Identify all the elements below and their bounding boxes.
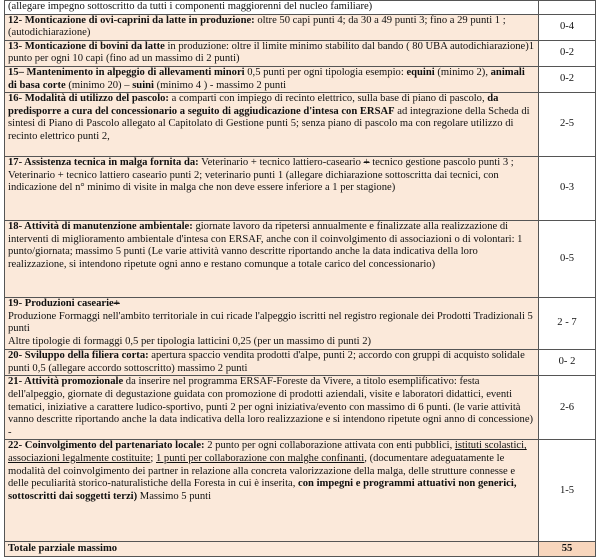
criterion-description (5, 1, 539, 15)
criterion-points: 0-5 (539, 221, 596, 298)
criterion-text-segment: ; (150, 452, 156, 464)
criterion-description (5, 40, 539, 66)
criterion-text-segment: con impegni e programmi attuativi non generici, sottoscritti dai soggetti terzi) (8, 478, 517, 502)
criterion-text-segment: da inserire nel programma ERSAF-Foreste da Vivere, a titolo esemplificativo: festa dell'alpeggio, giornate di degustazione guidata con promozione di prodotti aziendali, visite e laboratori didattici, eventi tematici, iniziative a carattere ludico-sportivo, punti 2 per ogni iniziativa/evento con massimo di 6 punti. (le varie attività vanno descritte riportando anche la data indicativa della loro realizzazione e si intendono ripetute ogni anno di concessione) - (8, 376, 534, 438)
criterion-text-segment: da predisporre a cura del concessionario a seguito di aggiudicazione d'intesa con ERSAF (8, 93, 499, 117)
criterion-text-segment: suini (132, 79, 154, 91)
criterion-description (5, 66, 539, 92)
criterion-text-segment: ad integrazione della Scheda di sintesi di Piano di Pascolo allegato al Capitolato di Gestione punti 5; senza piano di pascolo ma con regolare utilizzo di recinto elettrico punti 2, (8, 105, 530, 142)
criterion-row (5, 1, 596, 15)
criterion-text-segment: (minimo 2), (434, 66, 491, 78)
criterion-points: 0-3 (539, 157, 596, 221)
criterion-text-segment: 20- Sviluppo della filiera corta: (8, 350, 149, 362)
criterion-text-segment: a comparti con impiego di recinto elettrico, sulla base di piano di pascolo, (168, 93, 488, 105)
criterion-description (5, 350, 539, 376)
criterion-text-segment: in produzione: oltre il limite minimo stabilito dal bando ( 80 UBA autodichiarazione)1 punto per ogni 10 capi (fino ad un massimo di 2 punti) (8, 40, 535, 65)
criterion-description (5, 14, 539, 40)
criterion-text-segment: (minimo 4 ) - massimo 2 punti (153, 79, 287, 91)
criterion-text-segment: 12- Monticazione di ovi-caprini da latte in produzione: (8, 14, 255, 26)
criterion-row (5, 66, 596, 92)
criterion-row (5, 40, 596, 66)
criterion-text-segment: Veterinario + tecnico lattiero-caseario (198, 157, 364, 169)
criterion-row (5, 350, 596, 376)
criterion-text-segment: 18- Attività di manutenzione ambientale: (8, 221, 193, 233)
criterion-text-segment: oltre 50 capi punti 4; da 30 a 49 punti 3; fino a 29 punti 1 ; (autodichiarazione) (8, 14, 506, 39)
criterion-text-segment: 1 punti per collaborazione con malghe confinanti (155, 452, 365, 464)
criterion-points: 1-5 (539, 440, 596, 542)
criterion-row (5, 298, 596, 350)
criterion-text-segment: equini (406, 66, 435, 78)
criterion-text-segment: 0,5 punti per ogni tipologia esempio: (244, 66, 407, 78)
criterion-text-segment: animali di basa corte (8, 66, 525, 91)
criterion-text-segment: 13- Monticazione di bovini da latte (8, 40, 165, 52)
criterion-text-segment: 19- Produzioni casearie (8, 298, 114, 310)
criterion-text-segment: 16- Modalità di utilizzo del pascolo: (8, 93, 169, 105)
total-points: 55 (539, 542, 596, 557)
criterion-description (5, 440, 539, 542)
total-row (5, 542, 596, 557)
criterion-text-segment: (allegare impegno sottoscritto da tutti i componenti maggiorenni del nucleo familiare) (8, 1, 373, 12)
total-label: Totale parziale massimo (5, 542, 539, 557)
criterion-points: 2-6 (539, 376, 596, 440)
criterion-text-segment: 21- Attività promozionale (8, 376, 124, 388)
criterion-text-segment: apertura spaccio vendita prodotti d'alpe, punti 2; accordo con gruppi di acquisto solidale punti 0,5 (allegare accordo sottoscritto) massimo 2 punti (8, 350, 525, 374)
criterion-text-segment: 22- Coinvolgimento del partenariato locale: (8, 440, 205, 452)
criterion-description (5, 298, 539, 350)
criterion-text-segment: 17- Assistenza tecnica in malga fornita da: (8, 157, 199, 169)
criterion-description (5, 93, 539, 157)
criterion-description (5, 221, 539, 298)
criterion-row (5, 157, 596, 221)
criterion-points: 0-2 (539, 66, 596, 92)
criterion-text-segment: Altre tipologie di formaggi 0,5 per tipologia latticini 0,25 (per un massimo di punti 2) (8, 335, 372, 347)
criterion-description (5, 376, 539, 440)
criterion-points: 2-5 (539, 93, 596, 157)
criterion-text-segment: , (documentare adeguatamente le modalità del coinvolgimento dei partner in relazione alla concreta valorizzazione della malga, delle strutture connesse e delle peculiarità storico-naturalistiche della Foresta in cui è inserita, (8, 452, 516, 490)
criterion-text-segment: + (363, 157, 370, 169)
criterion-text-segment: Massimo 5 punti (137, 490, 212, 502)
criterion-points (539, 1, 596, 15)
criterion-row (5, 376, 596, 440)
criterion-text-segment: 2 punto per ogni collaborazione attivata con enti pubblici, (204, 440, 455, 452)
criterion-text-segment: Produzione Formaggi nell'ambito territoriale in cui ricade l'alpeggio iscritti nel registro regionale dei Prodotti Tradizionali 5 punti (8, 310, 533, 335)
criterion-description (5, 157, 539, 221)
criterion-text-segment: + (113, 298, 120, 310)
criterion-row (5, 14, 596, 40)
criterion-points: 2 - 7 (539, 298, 596, 350)
criterion-points: 0- 2 (539, 350, 596, 376)
criterion-row (5, 221, 596, 298)
criterion-text-segment: giornate lavoro da ripetersi annualmente e finalizzate alla realizzazione di interventi di miglioramento ambientale d'intesa con ERSAF, anche con il coinvolgimento di associazioni o di volontari: 1 punto/giornata; massimo 5 punti (Le varie attività vanno descritte riportando anche la data indicativa della loro realizzazione, si intendono ripetute ogni anno e restano comunque a totale carico del concessionario) (8, 221, 523, 270)
criterion-text-segment: tecnico gestione pascolo punti 3 ; Veterinario + tecnico lattiero caseario punti 2; veterinario punti 1 (allegare dichiarazione sottoscritta dai tecnici, con indicazione del n° minimo di visite in malga che non deve essere inferiore a 1 per stagione) (8, 157, 514, 194)
criterion-text-segment: (minimo 20) – (65, 79, 133, 91)
criterion-text-segment: 15– Mantenimento in alpeggio di allevamenti minori (8, 66, 245, 78)
criterion-points: 0-4 (539, 14, 596, 40)
criteria-rows (5, 1, 596, 542)
criterion-text-segment: istituti scolastici, associazioni legalmente costituite (8, 440, 527, 464)
criteria-table (4, 0, 596, 557)
criterion-row (5, 440, 596, 542)
criterion-points: 0-2 (539, 40, 596, 66)
criterion-row (5, 93, 596, 157)
